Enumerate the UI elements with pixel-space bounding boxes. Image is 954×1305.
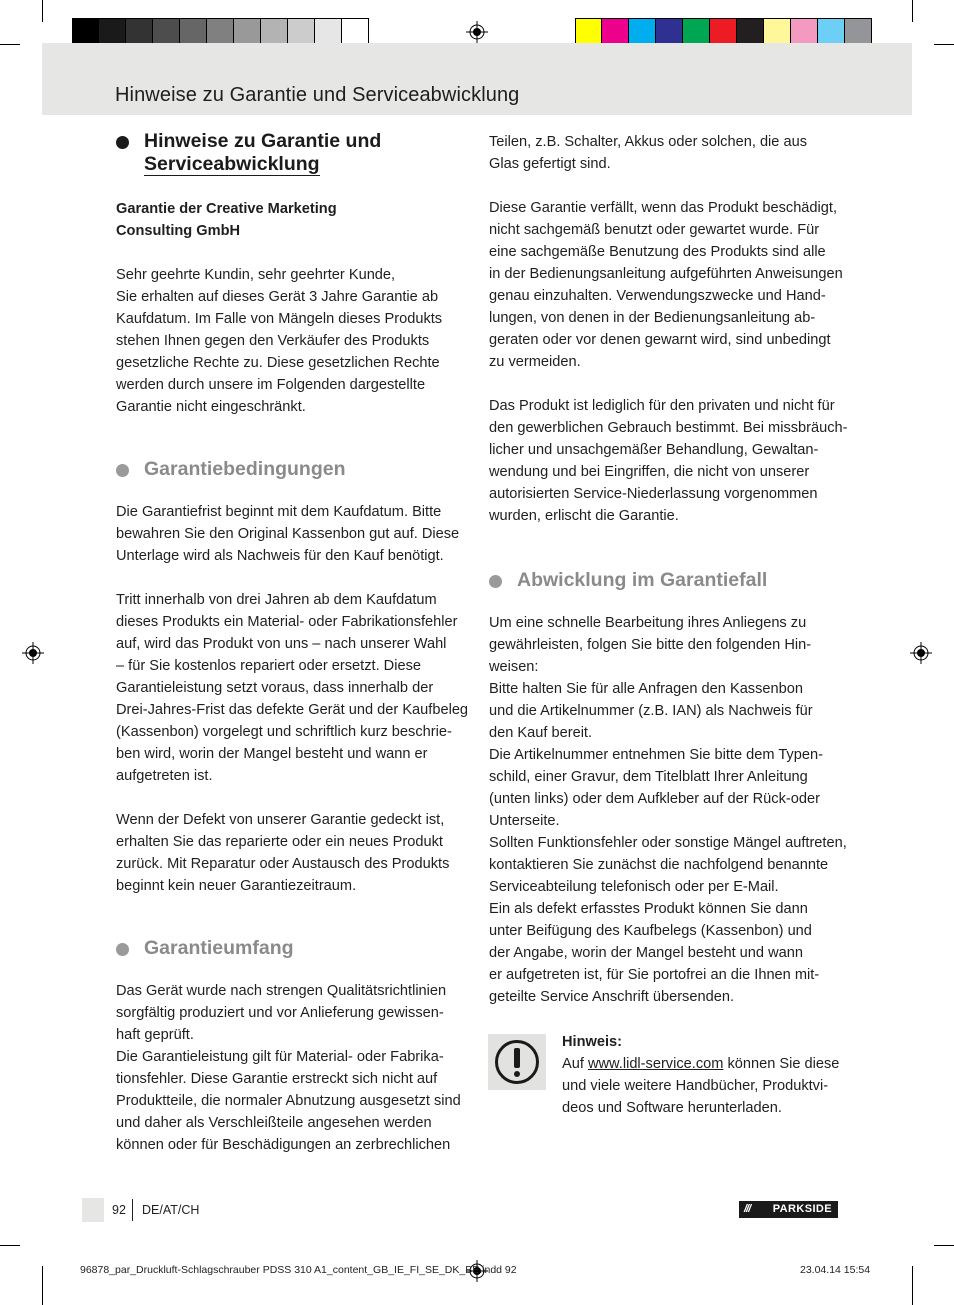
text-line: dieses Produkts ein Material- oder Fabrikationsfehler: [116, 614, 458, 630]
registration-mark-icon: [22, 642, 44, 664]
color-swatch: [342, 18, 369, 46]
brand-logo: /// PARKSIDE: [739, 1201, 838, 1218]
text-line: Drei-Jahres-Frist das defekte Gerät und der Kaufbeleg: [116, 702, 469, 718]
text-line: in der Bedienungsanleitung aufgeführten Anweisungen: [489, 266, 843, 282]
text-line: Das Gerät wurde nach strengen Qualitätsrichtlinien: [116, 983, 447, 999]
section-heading-conditions: Garantiebedingungen: [116, 458, 476, 481]
text-line: sorgfältig produziert und vor Anlieferung gewissen-: [116, 1005, 444, 1021]
color-swatch: [126, 18, 153, 46]
text-line: wendung und bei Eingriffen, die nicht von unserer: [489, 464, 810, 480]
void-conditions-paragraph: [489, 197, 849, 373]
text-line: geraten oder vor denen gewarnt wird, sind unbedingt: [489, 332, 831, 348]
note-label: Hinweis:: [562, 1034, 623, 1050]
color-swatch: [683, 18, 710, 46]
text-line: kontaktieren Sie zunächst die nachfolgend benannte: [489, 857, 829, 873]
text-line: lungen, von denen in der Bedienungsanleitung ab-: [489, 310, 816, 326]
text-line: gewährleisten, folgen Sie bitte den folgenden Hin-: [489, 637, 812, 653]
color-swatch: [99, 18, 126, 46]
color-swatch: [818, 18, 845, 46]
registration-mark-icon: [910, 642, 932, 664]
text-line: Sehr geehrte Kundin, sehr geehrter Kunde,: [116, 267, 396, 283]
crop-mark: [0, 1245, 20, 1246]
section-heading-warranty-service: Hinweise zu Garantie und Serviceabwicklung: [116, 130, 476, 176]
claim-process-paragraph: [489, 612, 849, 1008]
color-swatch: [72, 18, 99, 46]
text-line: Sollten Funktionsfehler oder sonstige Mängel auftreten,: [489, 835, 847, 851]
text-line: Glas gefertigt sind.: [489, 156, 611, 172]
conditions-paragraph-1: [116, 501, 476, 567]
text-line: Die Artikelnummer entnehmen Sie bitte dem Typen-: [489, 747, 823, 763]
bullet-icon: [489, 575, 502, 588]
text-line: Das Produkt ist lediglich für den privaten und nicht für: [489, 398, 835, 414]
crop-mark: [0, 44, 20, 45]
crop-mark: [934, 1245, 954, 1246]
text-line: nicht sachgemäß benutzt oder gewartet wurde. Für: [489, 222, 820, 238]
color-swatch: [288, 18, 315, 46]
text-line: Sie erhalten auf dieses Gerät 3 Jahre Garantie ab: [116, 289, 439, 305]
registration-mark-icon: [466, 21, 488, 43]
locale-label: DE/AT/CH: [142, 1203, 200, 1217]
text-line: Um eine schnelle Bearbeitung ihres Anliegens zu: [489, 615, 807, 631]
text-line: (unten links) oder dem Aufkleber auf der Rück-oder: [489, 791, 820, 807]
text-line: Die Garantieleistung gilt für Material- oder Fabrika-: [116, 1049, 444, 1065]
page-title: Hinweise zu Garantie und Serviceabwicklung: [115, 84, 520, 106]
text-line: (Kassenbon) vorgelegt und schriftlich kurz beschrie-: [116, 724, 452, 740]
text-line: Unterseite.: [489, 813, 560, 829]
color-swatch: [629, 18, 656, 46]
left-column: [116, 130, 476, 1156]
text-line: Bitte halten Sie für alle Anfragen den Kassenbon: [489, 681, 803, 697]
text-line: zu vermeiden.: [489, 354, 581, 370]
footer-divider: [132, 1199, 133, 1221]
text-line: eine sachgemäße Benutzung des Produkts sind alle: [489, 244, 826, 260]
exclamation-icon: [488, 1034, 546, 1090]
color-swatch: [656, 18, 683, 46]
conditions-paragraph-2: [116, 589, 476, 787]
text-line: den Kauf bereit.: [489, 725, 593, 741]
text-line: genau einzuhalten. Verwendungszwecke und Hand-: [489, 288, 826, 304]
text-line: bewahren Sie den Original Kassenbon gut auf. Diese: [116, 526, 460, 542]
text-line: Serviceabteilung telefonisch oder per E-Mail.: [489, 879, 779, 895]
scope-paragraph: [116, 980, 476, 1156]
section-heading-claim-process: Abwicklung im Garantiefall: [489, 569, 849, 592]
text-line: erhalten Sie das reparierte oder ein neues Produkt: [116, 834, 443, 850]
service-link[interactable]: www.lidl-service.com: [587, 1056, 724, 1072]
text-line: Garantieleistung setzt voraus, dass innerhalb der: [116, 680, 434, 696]
company-heading: Garantie der Creative Marketing Consulting GmbH: [116, 201, 337, 239]
text-line: und daher als Verschleißteile angesehen werden: [116, 1115, 432, 1131]
text-line: weisen:: [489, 659, 539, 675]
text-line: können oder für Beschädigungen an zerbrechlichen: [116, 1137, 451, 1153]
slug-filename: 96878_par_Druckluft-Schlagschrauber PDSS 310 A1_content_GB_IE_FI_SE_DK_BE.indd 92: [80, 1264, 517, 1276]
conditions-paragraph-3: [116, 809, 476, 897]
bullet-icon: [116, 943, 129, 956]
text-line: und die Artikelnummer (z.B. IAN) als Nachweis für: [489, 703, 813, 719]
text-line: Teilen, z.B. Schalter, Akkus oder solchen, die aus: [489, 134, 807, 150]
page-number: 92: [112, 1203, 126, 1217]
text-line: den gewerblichen Gebrauch bestimmt. Bei missbräuch-: [489, 420, 848, 436]
color-swatch: [791, 18, 818, 46]
color-swatch: [737, 18, 764, 46]
text-line: geteilte Service Anschrift übersenden.: [489, 989, 734, 1005]
note-line-3: deos und Software herunterladen.: [562, 1100, 782, 1116]
private-use-paragraph: [489, 395, 849, 527]
text-line: werden durch unsere im Folgenden dargestellte: [116, 377, 426, 393]
text-line: Produktteile, die normaler Abnutzung ausgesetzt sind: [116, 1093, 461, 1109]
gray-color-bar: [72, 18, 369, 46]
text-line: unter Beifügung des Kaufbelegs (Kassenbon) und: [489, 923, 812, 939]
crop-mark: [42, 0, 43, 22]
text-line: Diese Garantie verfällt, wenn das Produkt beschädigt,: [489, 200, 838, 216]
right-column: [489, 131, 849, 1030]
process-color-bar: [575, 18, 872, 46]
slug-date: 23.04.14 15:54: [800, 1264, 871, 1276]
text-line: auf, wird das Produkt von uns – nach unserer Wahl: [116, 636, 447, 652]
note-line-1: Auf www.lidl-service.com können Sie diese: [562, 1056, 840, 1072]
text-line: Die Garantiefrist beginnt mit dem Kaufdatum. Bitte: [116, 504, 442, 520]
section-heading-scope: Garantieumfang: [116, 937, 476, 960]
text-line: Garantie nicht eingeschränkt.: [116, 399, 306, 415]
note-line-2: und viele weitere Handbücher, Produktvi-: [562, 1078, 829, 1094]
text-line: aufgetreten ist.: [116, 768, 213, 784]
text-line: beginnt kein neuer Garantiezeitraum.: [116, 878, 357, 894]
text-line: stehen Ihnen gegen den Verkäufer des Produkts: [116, 333, 430, 349]
crop-mark: [42, 1266, 43, 1305]
color-swatch: [153, 18, 180, 46]
color-swatch: [710, 18, 737, 46]
text-line: Unterlage wird als Nachweis für den Kauf benötigt.: [116, 548, 444, 564]
bullet-icon: [116, 136, 129, 149]
text-line: licher und unsachgemäßer Behandlung, Gewaltan-: [489, 442, 819, 458]
text-line: – für Sie kostenlos repariert oder ersetzt. Diese: [116, 658, 421, 674]
color-swatch: [602, 18, 629, 46]
text-line: zurück. Mit Reparatur oder Austausch des Produkts: [116, 856, 450, 872]
color-swatch: [207, 18, 234, 46]
continued-paragraph: [489, 131, 849, 175]
text-line: gesetzliche Rechte zu. Diese gesetzlichen Rechte: [116, 355, 440, 371]
color-swatch: [261, 18, 288, 46]
intro-paragraph: [116, 264, 476, 418]
text-line: er aufgetreten ist, für Sie portofrei an die Ihnen mit-: [489, 967, 820, 983]
color-swatch: [180, 18, 207, 46]
text-line: haft geprüft.: [116, 1027, 194, 1043]
text-line: tionsfehler. Diese Garantie erstreckt sich nicht auf: [116, 1071, 438, 1087]
note-text: [562, 1031, 852, 1119]
color-swatch: [315, 18, 342, 46]
text-line: autorisierten Service-Niederlassung vorgenommen: [489, 486, 818, 502]
text-line: Tritt innerhalb von drei Jahren ab dem Kaufdatum: [116, 592, 437, 608]
text-line: Wenn der Defekt von unserer Garantie gedeckt ist,: [116, 812, 445, 828]
text-line: schild, einer Gravur, dem Titelblatt Ihrer Anleitung: [489, 769, 808, 785]
crop-mark: [934, 44, 954, 45]
text-line: Kaufdatum. Im Falle von Mängeln dieses Produkts: [116, 311, 443, 327]
bullet-icon: [116, 464, 129, 477]
color-swatch: [234, 18, 261, 46]
crop-mark: [912, 0, 913, 22]
text-line: ben wird, worin der Mangel besteht und wann er: [116, 746, 428, 762]
color-swatch: [845, 18, 872, 46]
page-number-box: [82, 1198, 104, 1222]
color-swatch: [575, 18, 602, 46]
text-line: Ein als defekt erfasstes Produkt können Sie dann: [489, 901, 808, 917]
color-swatch: [764, 18, 791, 46]
text-line: wurden, erlischt die Garantie.: [489, 508, 679, 524]
text-line: der Angabe, worin der Mangel besteht und wann: [489, 945, 803, 961]
crop-mark: [912, 1266, 913, 1305]
